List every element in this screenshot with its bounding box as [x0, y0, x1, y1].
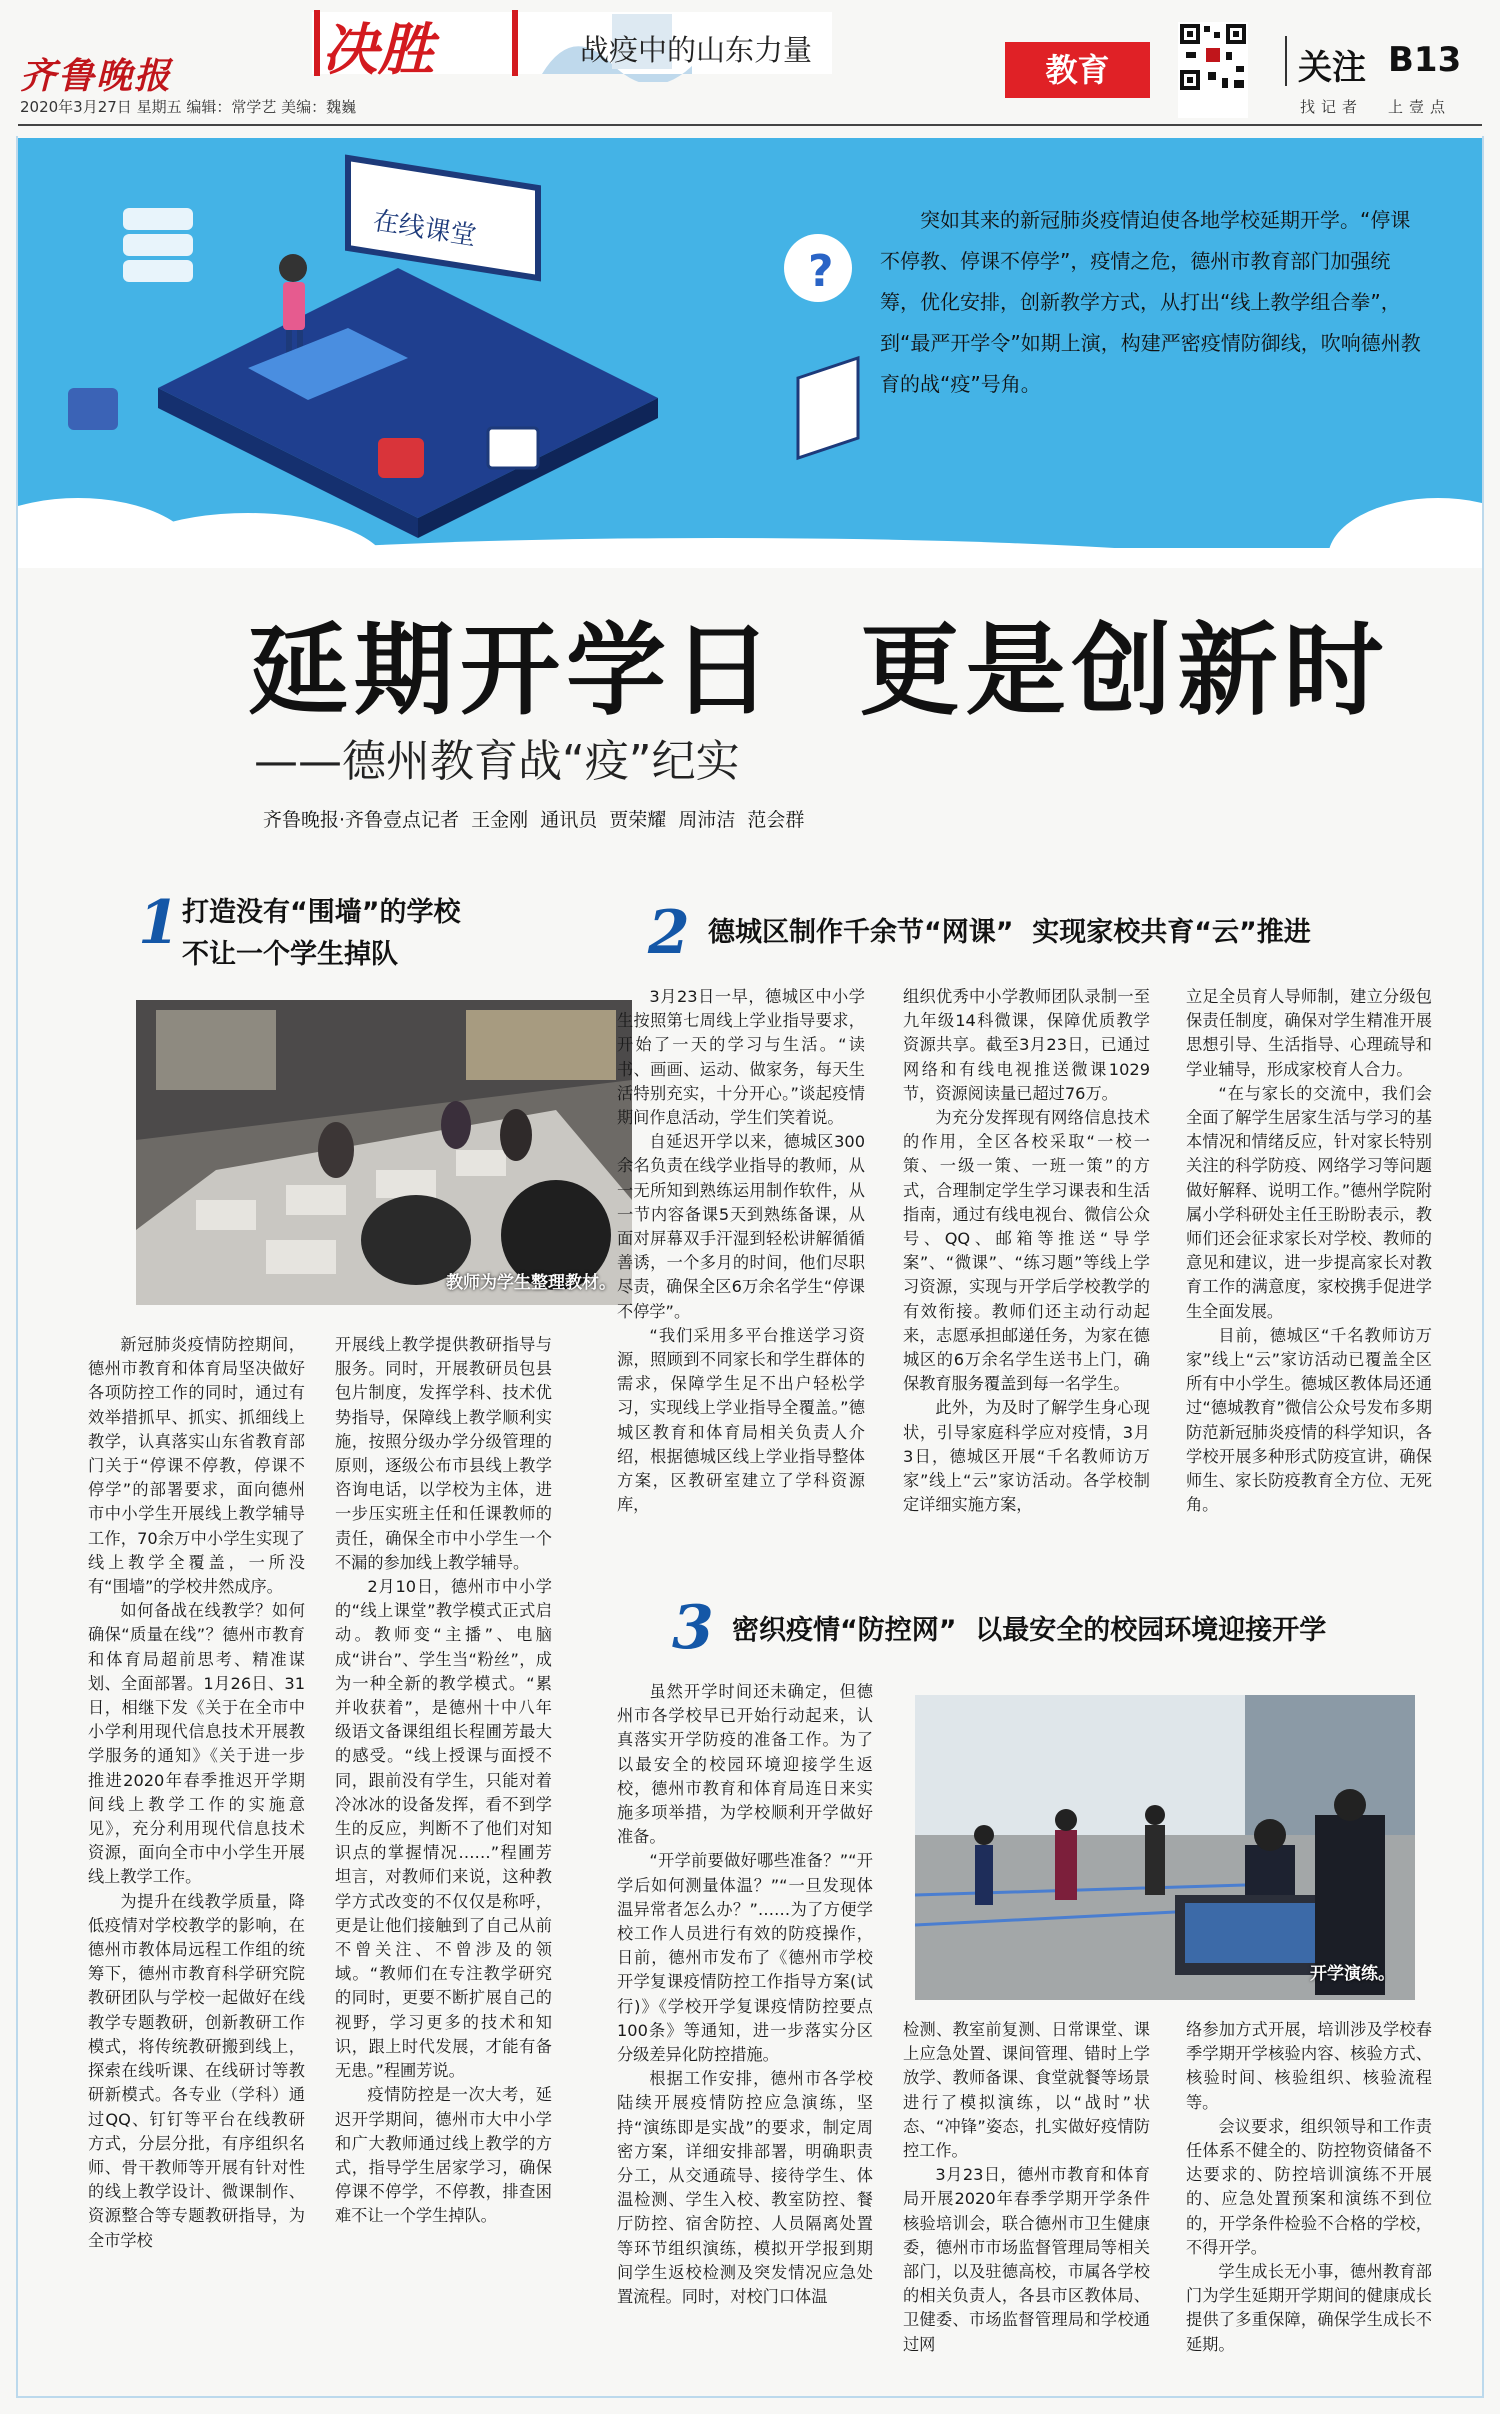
top-rule	[18, 124, 1482, 126]
paragraph: 根据工作安排，德州市各学校陆续开展疫情防控应急演练，坚持“演练即是实战”的要求，制定周密方案，详细安排部署，明确职责分工，从交通疏导、接待学生、体温检测、学生入校、教室防控、餐厅防控、宿舍防控、人员隔离处置等环节组织演练，模拟开学报到期间学生返校检测及突发情况应急处置流程。同时，对校门口体温	[617, 2069, 873, 2307]
section1-title	[182, 892, 461, 976]
section3-column1	[617, 1680, 873, 2309]
section1-photo-caption: 教师为学生整理教材。	[446, 1273, 616, 1293]
section1-number: 1	[138, 888, 180, 958]
paragraph: 3月23日，德州市教育和体育局开展2020年春季学期开学条件核验培训会，联合德州市卫生健康委，德州市市场监督管理局等相关部门，以及驻德高校，市属各学校的相关负责人，各县市区教体局、卫健委、市场监督管理局和学校通过网	[903, 2165, 1150, 2354]
section3-title: 密织疫情“防控网” 以最安全的校园环境迎接开学	[732, 1615, 1327, 1646]
screen-text: 在线课堂	[370, 206, 479, 252]
svg-text:?: ?	[808, 246, 834, 297]
banner-subtitle: 战疫中的山东力量	[580, 33, 813, 67]
section3-column2	[903, 2018, 1150, 2357]
dateline: 2020年3月27日 星期五 编辑：常学艺 美编：魏巍	[20, 98, 357, 116]
section1-column1	[88, 1333, 305, 2253]
qr-code-icon	[1178, 22, 1248, 118]
paragraph: 自延迟开学以来，德城区300余名负责在线学业指导的教师，从一无所知到熟练运用制作软件，从一节内容备课5天到熟练备课，从面对屏幕双手汗湿到轻松讲解循循善诱，一个多月的时间，他们尽职尽责，确保全区6万余名学生“停课不停学”。	[617, 1132, 865, 1321]
classroom-photo	[136, 1000, 632, 1305]
byline: 齐鲁晚报·齐鲁壹点记者 王金刚 通讯员 贾荣耀 周沛洁 范会群	[263, 809, 805, 831]
paragraph: 3月23日一早，德城区中小学生按照第七周线上学业指导要求，开始了一天的学习与生活。“读书、画画、运动、做家务，每天生活特别充实，十分开心。”谈起疫情期间作息活动，学生们笑着说。	[617, 987, 865, 1128]
section1-title-line2: 不让一个学生掉队	[182, 939, 398, 970]
paragraph: “开学前要做好哪些准备？”“开学后如何测量体温？”“一旦发现体温异常者怎么办？”……为了方便学校工作人员进行有效的防疫操作，日前，德州市发布了《德州市学校开学复课疫情防控工作指导方案(试行)》《学校开学复课疫情防控要点100条》等通知，进一步落实分区分级差异化防控措施。	[617, 1851, 873, 2065]
drill-photo	[915, 1695, 1415, 2000]
paragraph: 立足全员育人导师制，建立分级包保责任制度，确保对学生精准开展思想引导、生活指导、心理疏导和学业辅导，形成家校育人合力。	[1186, 987, 1432, 1079]
lead-paragraph: 突如其来的新冠肺炎疫情迫使各地学校延期开学。“停课不停教、停课不停学”，疫情之危，德州市教育部门加强统筹，优化安排，创新教学方式，从打出“线上教学组合拳”，到“最严开学令”如期上演，构建严密疫情防御线，吹响德州教育的战“疫”号角。	[880, 208, 1421, 396]
headline-subtitle: ——德州教育战“疫”纪实	[254, 736, 740, 787]
section3-photo	[915, 1695, 1415, 2000]
banner-title: 决胜	[322, 17, 434, 83]
headline-title: 延期开学日 更是创新时	[248, 612, 1390, 729]
paper-logo: 齐鲁晚报	[20, 55, 173, 97]
paragraph: 开展线上教学提供教研指导与服务。同时，开展教研员包县包片制度，发挥学科、技术优势指导，保障线上教学顺利实施，按照分级办学分级管理的原则，逐级公布市县线上教学咨询电话，以学校为主体，进一步压实班主任和任课教师的责任，确保全市中小学生一个不漏的参加线上教学辅导。	[335, 1335, 552, 1572]
page-subtitle: 上壹点	[1388, 98, 1452, 116]
section-tab: 教育	[1005, 42, 1150, 98]
paragraph: 组织优秀中小学教师团队录制一至九年级14科微课，保障优质教学资源共享。截至3月23日，已通过网络和有线电视推送微课1029节，资源阅读量已超过76万。	[903, 987, 1150, 1103]
section2-column2	[903, 985, 1150, 1517]
section1-column2	[335, 1333, 552, 2229]
section2-title: 德城区制作千余节“网课” 实现家校共育“云”推进	[708, 917, 1311, 948]
paragraph: 疫情防控是一次大考，延迟开学期间，德州市大中小学和广大教师通过线上教学的方式，指导学生居家学习，确保停课不停学，不停教，排查困难不让一个学生掉队。	[335, 2085, 552, 2226]
section3-number: 3	[672, 1593, 714, 1663]
paragraph: 检测、教室前复测、日常课堂、课上应急处置、课间管理、错时上学放学、教师备课、食堂就餐等场景进行了模拟演练，以“战时”状态、“冲锋”姿态，扎实做好疫情防控工作。	[903, 2020, 1150, 2161]
paragraph: 此外，为及时了解学生身心现状，引导家庭科学应对疫情，3月3日，德城区开展“千名教师访万家”线上“云”家访活动。各学校制定详细实施方案，	[903, 1398, 1150, 1515]
paragraph: 目前，德城区“千名教师访万家”线上“云”家访活动已覆盖全区所有中小学生。德城区教体局还通过“德城教育”微信公众号发布多期防范新冠肺炎疫情的科学知识，各学校开展多种形式防疫宣讲，确保师生、家长防疫教育全方位、无死角。	[1186, 1325, 1432, 1515]
frame-bottom	[16, 2396, 1484, 2398]
column-name: 关注	[1298, 48, 1366, 88]
page-number: B13	[1388, 40, 1462, 80]
section1-title-line1: 打造没有“围墙”的学校	[182, 897, 461, 928]
section2-column1	[617, 985, 865, 1517]
paragraph: “在与家长的交流中，我们会全面了解学生居家生活与学习的基本情况和情绪反应，针对家长特别关注的科学防疫、网络学习等问题做好解释、说明工作。”德州学院附属小学科研处主任王盼盼表示，教师们还会征求家长对学校、教师的意见和建议，进一步提高家长对教育工作的满意度，家校携手促进学生全面发展。	[1186, 1083, 1432, 1321]
column-subtitle: 找记者	[1300, 98, 1364, 116]
paragraph: 会议要求，组织领导和工作责任体系不健全的、防控物资储备不达要求的、防控培训演练不开展的、应急处置预案和演练不到位的，开学条件检验不合格的学校，不得开学。	[1186, 2116, 1432, 2257]
paragraph: 如何备战在线教学？如何确保“质量在线”？德州市教育和体育局超前思考、精准谋划、全面部署。1月26日、31日，相继下发《关于在全市中小学利用现代信息技术开展教学服务的通知》《关于进一步推进2020年春季推迟开学期间线上教学工作的实施意见》，充分利用现代信息技术资源，面向全市中小学生开展线上教学工作。	[88, 1601, 305, 1887]
frame-right	[1482, 136, 1484, 2396]
divider	[1285, 36, 1287, 86]
paragraph: “我们采用多平台推送学习资源，照顾到不同家长和学生群体的需求，保障学生足不出户轻松学习，实现线上学业指导全覆盖。”德城区教育和体育局相关负责人介绍，根据德城区线上学业指导整体方案，区教研室建立了学科资源库，	[617, 1325, 865, 1515]
section3-photo-caption: 开学演练。	[1310, 1964, 1395, 1984]
paragraph: 2月10日，德州市中小学的“线上课堂”教学模式正式启动。教师变“主播”、电脑成“讲台”、学生当“粉丝”，成为一种全新的教学模式。“累并收获着”，是德州十中八年级语文备课组组长程圃芳最大的感受。“线上授课与面授不同，跟前没有学生，只能对着冷冰冰的设备发挥，看不到学生的反应，判断不了他们对知识点的掌握情况……”程圃芳坦言，对教师们来说，这种教学方式改变的不仅仅是称呼，更是让他们接触到了自己从前不曾关注、不曾涉及的领域。“教师们在专注教学研究的同时，更要不断扩展自己的视野，学习更多的技术和知识，跟上时代发展，才能有备无患。”程圃芳说。	[335, 1577, 552, 2081]
paragraph: 虽然开学时间还未确定，但德州市各学校早已开始行动起来，认真落实开学防疫的准备工作。为了以最安全的校园环境迎接学生返校，德州市教育和体育局连日来实施多项举措，为学校顺利开学做好准备。	[617, 1682, 873, 1847]
paragraph: 新冠肺炎疫情防控期间，德州市教育和体育局坚决做好各项防控工作的同时，通过有效举措抓早、抓实、抓细线上教学，认真落实山东省教育部门关于“停课不停教，停课不停学”的部署要求，面向德州市中小学生开展线上教学辅导工作，70余万中小学生实现了线上教学全覆盖，一所没有“围墙”的学校井然成序。	[88, 1335, 305, 1597]
paragraph: 为充分发挥现有网络信息技术的作用，全区各校采取“一校一策、一级一策、一班一策”的方式，合理制定学生学习课表和生活指南，通过有线电视台、微信公众号、QQ、邮箱等推送“导学案”、“微课”、“练习题”等线上学习资源，实现与开学后学校教学的有效衔接。教师们还主动行动起来，志愿承担邮递任务，为家在德城区的6万余名学生送书上门，确保教育服务覆盖到每一名学生。	[903, 1108, 1150, 1394]
section1-photo	[136, 1000, 632, 1305]
paragraph: 为提升在线教学质量，降低疫情对学校教学的影响，在德州市教体局远程工作组的统筹下，德州市教育科学研究院教研团队与学校一起做好在线教学专题教研，创新教研工作模式，将传统教研搬到线上，探索在线听课、在线研讨等教研新模式。各专业（学科）通过QQ、钉钉等平台在线教研方式，分层分批，有序组织名师、骨干教师等开展有针对性的线上教学设计、微课制作、资源整合等专题教研指导，为全市学校	[88, 1891, 305, 2250]
section3-column3	[1186, 2018, 1432, 2357]
frame-left	[16, 136, 18, 2396]
paragraph: 络参加方式开展，培训涉及学校春季学期开学核验内容、核验方式、核验时间、核验组织、核验流程等。	[1186, 2020, 1432, 2112]
section2-number: 2	[648, 898, 690, 968]
section2-column3	[1186, 985, 1432, 1517]
paragraph: 学生成长无小事，德州教育部门为学生延期开学期间的健康成长提供了多重保障，确保学生成长不延期。	[1186, 2262, 1432, 2354]
